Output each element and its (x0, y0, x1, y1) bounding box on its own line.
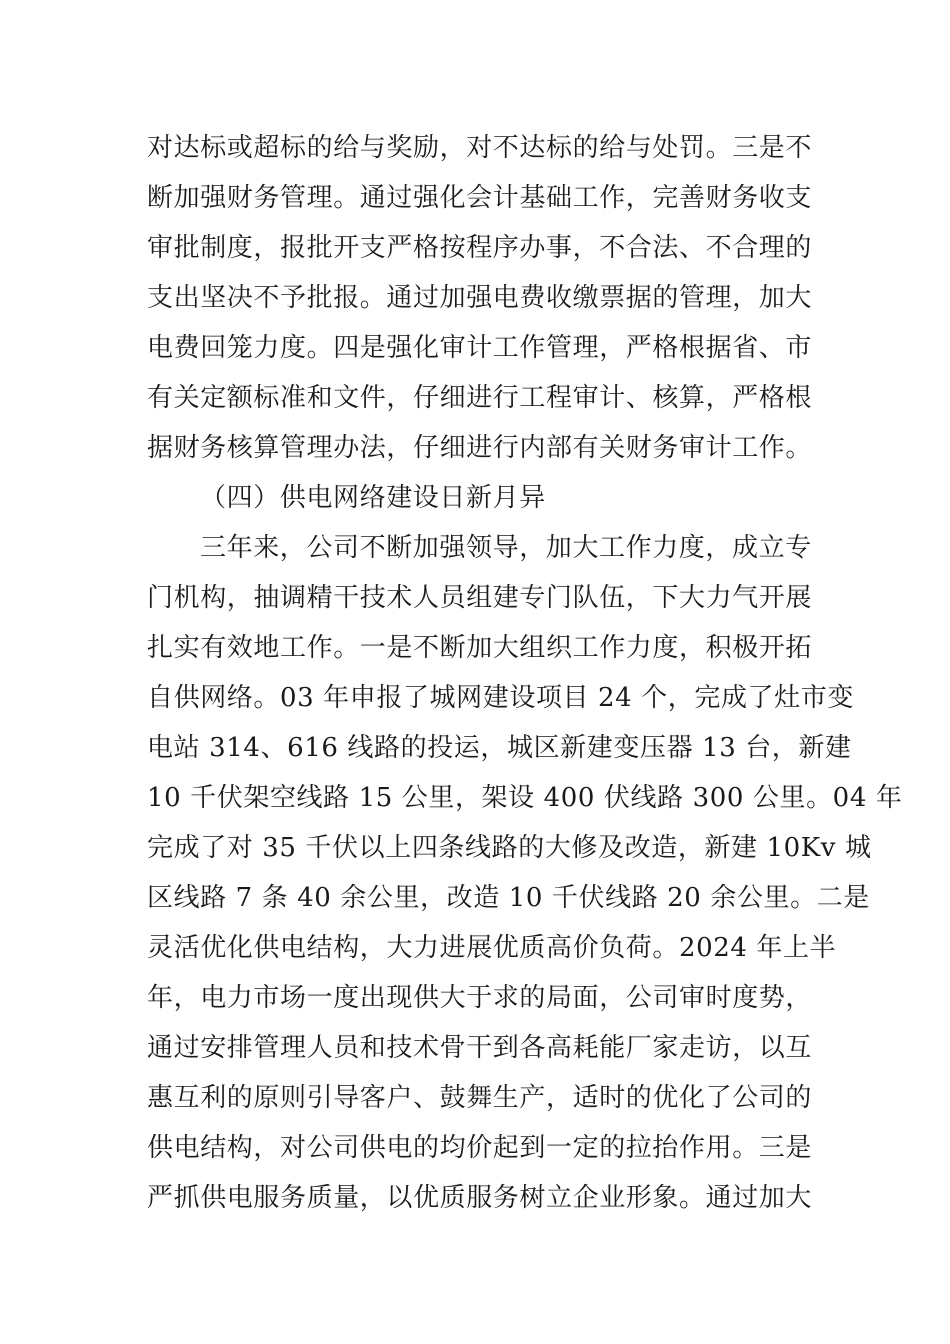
text-line: 电站 314、616 线路的投运，城区新建变压器 13 台，新建 (147, 733, 852, 763)
section-heading: （四）供电网络建设日新月异 (200, 483, 546, 513)
paragraph-first-line: 三年来，公司不断加强领导，加大工作力度，成立专 (200, 533, 812, 563)
text-line: 对达标或超标的给与奖励，对不达标的给与处罚。三是不 (147, 133, 813, 163)
text-line: 审批制度，报批开支严格按程序办事，不合法、不合理的 (147, 233, 813, 263)
text-line: 支出坚决不予批报。通过加强电费收缴票据的管理，加大 (147, 283, 813, 313)
text-line: 电费回笼力度。四是强化审计工作管理，严格根据省、市 (147, 333, 813, 363)
text-line: 严抓供电服务质量，以优质服务树立企业形象。通过加大 (147, 1183, 813, 1213)
text-line: 自供网络。03 年申报了城网建设项目 24 个，完成了灶市变 (147, 683, 854, 713)
text-line: 断加强财务管理。通过强化会计基础工作，完善财务收支 (147, 183, 813, 213)
text-line: 惠互利的原则引导客户、鼓舞生产，适时的优化了公司的 (147, 1083, 813, 1113)
text-line: 10 千伏架空线路 15 公里，架设 400 伏线路 300 公里。04 年 (147, 783, 903, 813)
text-line: 据财务核算管理办法，仔细进行内部有关财务审计工作。 (147, 433, 813, 463)
text-line: 扎实有效地工作。一是不断加大组织工作力度，积极开拓 (147, 633, 813, 663)
text-line: 区线路 7 条 40 余公里，改造 10 千伏线路 20 余公里。二是 (147, 883, 870, 913)
text-line: 供电结构，对公司供电的均价起到一定的拉抬作用。三是 (147, 1133, 813, 1163)
text-line: 灵活优化供电结构，大力进展优质高价负荷。2024 年上半 (147, 933, 837, 963)
text-line: 有关定额标准和文件，仔细进行工程审计、核算，严格根 (147, 383, 813, 413)
text-line: 完成了对 35 千伏以上四条线路的大修及改造，新建 10Kv 城 (147, 833, 872, 863)
text-line: 通过安排管理人员和技术骨干到各高耗能厂家走访，以互 (147, 1033, 813, 1063)
text-line: 年，电力市场一度出现供大于求的局面，公司审时度势， (147, 983, 813, 1013)
text-line: 门机构，抽调精干技术人员组建专门队伍，下大力气开展 (147, 583, 813, 613)
